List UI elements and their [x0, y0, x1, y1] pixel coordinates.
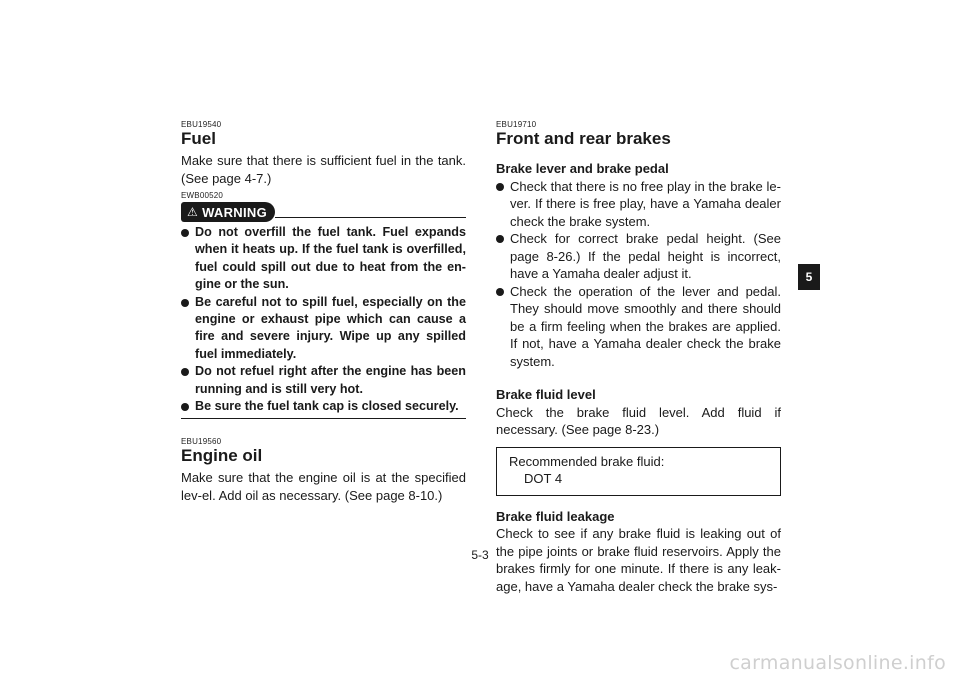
bullet-icon — [496, 183, 504, 191]
right-column — [496, 120, 781, 595]
bullet-icon — [496, 288, 504, 296]
bullet-icon — [496, 235, 504, 243]
engine-oil-body: Make sure that the engine oil is at the specified lev-el. Add oil as necessary. (See page 8-10.) — [181, 470, 466, 503]
section-code: EBU19560 — [181, 437, 222, 447]
section-code: EBU19710 — [496, 120, 537, 129]
section-code: EBU19540 — [181, 120, 222, 129]
warning-badge — [181, 202, 275, 222]
warning-item: Be sure the fuel tank cap is closed securely. — [181, 398, 466, 415]
leakage-body: Check to see if any brake fluid is leaking out of the pipe joints or brake fluid reservoirs. Apply the brakes firmly for one minute. If there is any leak-age, have a Yamaha dealer check the brake sys- — [496, 526, 781, 594]
subheading-fluid-level: Brake fluid level — [496, 387, 596, 402]
bullet-icon — [181, 368, 189, 376]
page-number: 5-3 — [471, 548, 489, 562]
warning-item: Do not overfill the fuel tank. Fuel expands when it heats up. If the fuel tank is overfilled, fuel could spill out due to heat from the en-gine or the sun. — [181, 224, 466, 294]
left-column — [181, 120, 466, 504]
spec-box — [496, 447, 781, 496]
warning-code: EWB00520 — [181, 191, 224, 200]
list-item: Check the operation of the lever and pedal. They should move smoothly and there should be a firm feeling when the brakes are applied. If not, have a Yamaha dealer check the brake system. — [496, 283, 781, 371]
bullet-icon — [181, 229, 189, 237]
brake-check-list — [496, 178, 781, 371]
warning-label: WARNING — [202, 204, 267, 220]
subheading-lever-pedal: Brake lever and brake pedal — [496, 161, 669, 176]
watermark: carmanualsonline.info — [729, 652, 946, 674]
subheading-fluid-leakage: Brake fluid leakage — [496, 508, 615, 524]
section-title-brakes: Front and rear brakes — [496, 129, 671, 148]
bullet-icon — [181, 299, 189, 307]
section-title-engine-oil: Engine oil — [181, 446, 263, 466]
warning-item: Do not refuel right after the engine has been running and is still very hot. — [181, 363, 466, 398]
chapter-tab: 5 — [798, 264, 820, 290]
list-item: Check that there is no free play in the brake le-ver. If there is free play, have a Yamaha dealer check the brake system. — [496, 178, 781, 231]
warning-triangle-icon: ⚠ — [187, 205, 199, 219]
list-item: Check for correct brake pedal height. (See page 8-26.) If the pedal height is incorrect, have a Yamaha dealer adjust it. — [496, 230, 781, 283]
warning-list — [181, 224, 466, 419]
fluid-level-body: Check the brake fluid level. Add fluid if necessary. (See page 8-23.) — [496, 404, 781, 437]
warning-rule — [275, 217, 466, 218]
spec-value: DOT 4 — [524, 471, 563, 486]
bullet-icon — [181, 403, 189, 411]
section-title-fuel: Fuel — [181, 129, 216, 148]
warning-header — [181, 202, 466, 222]
spec-label: Recommended brake fluid: — [509, 453, 665, 469]
warning-item: Be careful not to spill fuel, especially on the engine or exhaust pipe which can cause a fire and severe injury. Wipe up any spilled fuel immediately. — [181, 294, 466, 364]
fuel-body: Make sure that there is sufficient fuel in the tank. (See page 4-7.) — [181, 153, 466, 186]
